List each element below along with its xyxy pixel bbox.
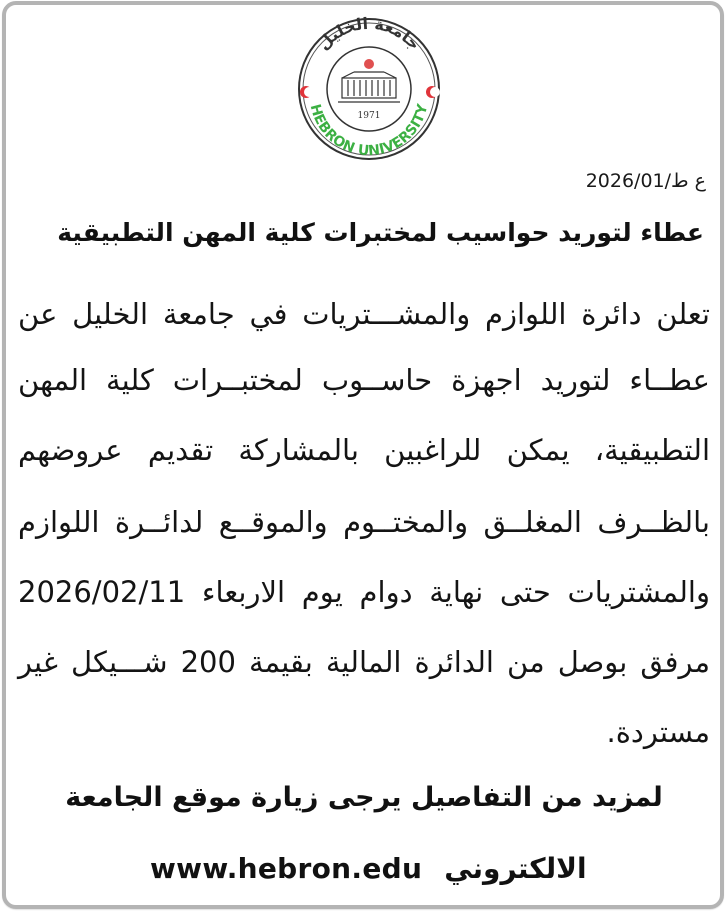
emblem-icon: [364, 59, 374, 69]
body-line: تعلن دائرة اللوازم والمشـــتريات في جامعة الخليل عن: [18, 297, 710, 331]
logo-english-name: HEBRON UNIVERSITY: [306, 102, 432, 160]
body-line: مستردة.: [606, 715, 710, 749]
website-link[interactable]: www.hebron.edu: [150, 851, 423, 885]
logo-arabic-name: جامعة الخليل: [313, 14, 425, 54]
reference-number: ع ط/2026/01: [585, 170, 706, 192]
body-line: التطبيقية، يمكن للراغبين بالمشاركة تقديم عروضهم: [18, 433, 710, 467]
website-row: [150, 848, 587, 888]
announcement-title: عطاء لتوريد حواسيب لمختبرات كلية المهن التطبيقية: [57, 218, 704, 247]
closing-line: لمزيد من التفاصيل يرجى زيارة موقع الجامعة: [65, 782, 663, 813]
hebron-university-logo: [284, 14, 454, 164]
body-line: والمشتريات حتى نهاية دوام يوم الاربعاء 2026/02/11: [18, 575, 710, 609]
body-line: مرفق بوصل من الدائرة المالية بقيمة 200 شـــيكل غير: [18, 645, 710, 679]
body-line: عطــاء لتوريد اجهزة حاســوب لمختبــرات كلية المهن: [18, 363, 710, 397]
closing-word: الالكتروني: [444, 851, 587, 885]
logo-year: 1971: [357, 111, 381, 121]
body-line: بالظــرف المغلــق والمختــوم والموقــع لدائــرة اللوازم: [18, 505, 710, 539]
